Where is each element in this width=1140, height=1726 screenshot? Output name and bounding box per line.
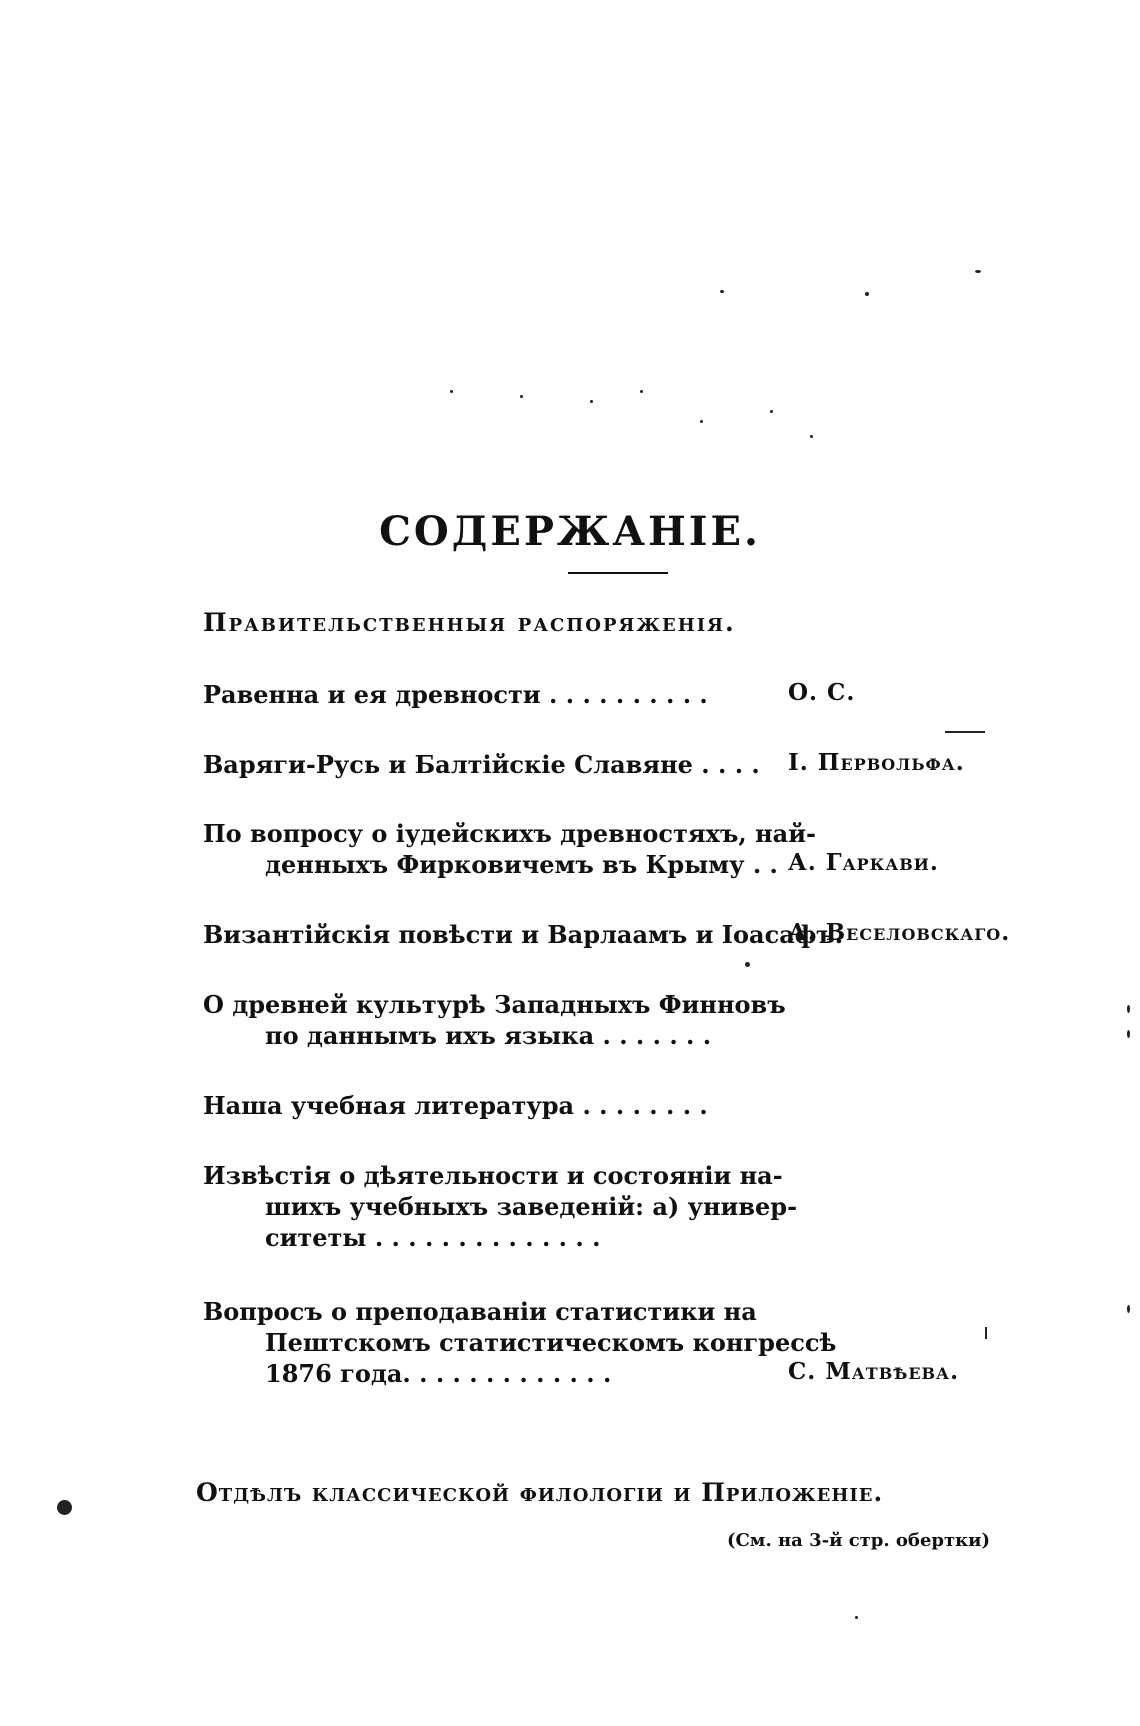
ink-speck <box>1127 1305 1130 1313</box>
toc-entry-author: I. Первольфа. <box>788 749 965 776</box>
toc-entry-line: О древней культурѣ Западныхъ Финновъ <box>203 990 786 1019</box>
toc-entry-line: по даннымъ ихъ языка . . . . . . . <box>265 1021 712 1050</box>
title-divider <box>568 572 668 574</box>
toc-entry-title <box>203 679 758 710</box>
toc-entry-title <box>203 919 844 950</box>
toc-entry-title <box>203 1160 798 1253</box>
toc-entry-line: Извѣстія о дѣятельности и состояніи на- <box>203 1161 783 1190</box>
toc-entry-line: Вопросъ о преподаваніи статистики на <box>203 1297 757 1326</box>
page-title: СОДЕРЖАНІЕ. <box>379 508 761 555</box>
section-heading-bottom: Отдѣлъ классической филологіи и Приложеніе. <box>196 1478 884 1507</box>
toc-entry-line: Варяги-Русь и Балтійскіе Славяне . . . . <box>203 750 760 779</box>
toc-entry-title <box>203 1090 758 1121</box>
toc-entry-line: Наша учебная литература . . . . . . . . <box>203 1091 708 1120</box>
ink-speck <box>640 390 643 393</box>
toc-entry-line: 1876 года. . . . . . . . . . . . . <box>265 1359 612 1388</box>
ink-speck <box>1127 1030 1130 1038</box>
ink-speck <box>700 420 703 423</box>
toc-entry-line: шихъ учебныхъ заведеній: а) универ- <box>265 1192 798 1221</box>
toc-entry-title <box>203 749 758 780</box>
toc-entry-line: денныхъ Фирковичемъ въ Крыму . . <box>265 850 778 879</box>
ink-speck <box>975 270 981 273</box>
ink-speck <box>945 731 985 733</box>
ink-speck <box>855 1616 858 1619</box>
ink-speck <box>720 290 724 293</box>
ink-speck <box>520 395 523 398</box>
ink-speck <box>810 435 813 438</box>
toc-entry-line: Пештскомъ статистическомъ конгрессѣ <box>265 1328 837 1357</box>
toc-entry-line: Византійскія повѣсти и Варлаамъ и Іоасафъ. <box>203 920 844 949</box>
toc-entry-author: А. Гаркави. <box>788 849 939 876</box>
toc-entry-title <box>203 989 786 1051</box>
toc-entry-author: С. Матвѣева. <box>788 1358 960 1385</box>
toc-entry-line: ситеты . . . . . . . . . . . . . . <box>265 1223 601 1252</box>
footnote: (См. на 3-й стр. обертки) <box>726 1530 990 1551</box>
toc-entry-line: По вопросу о іудейскихъ древностяхъ, най- <box>203 819 816 848</box>
toc-entry-title <box>203 1296 837 1389</box>
toc-entry-author: О. С. <box>788 679 856 706</box>
ink-speck <box>450 390 453 393</box>
ink-speck <box>770 410 773 413</box>
ink-speck <box>590 400 593 403</box>
ink-speck <box>745 962 750 967</box>
section-heading-top: Правительственныя распоряженія. <box>203 608 736 637</box>
ink-speck <box>57 1500 72 1515</box>
toc-entry-title <box>203 818 816 880</box>
ink-speck <box>985 1327 987 1339</box>
toc-entry-author: А. Веселовскаго. <box>788 919 1011 946</box>
toc-entry-line: Равенна и ея древности . . . . . . . . . . <box>203 680 708 709</box>
ink-speck <box>865 292 869 296</box>
ink-speck <box>1127 1005 1130 1013</box>
